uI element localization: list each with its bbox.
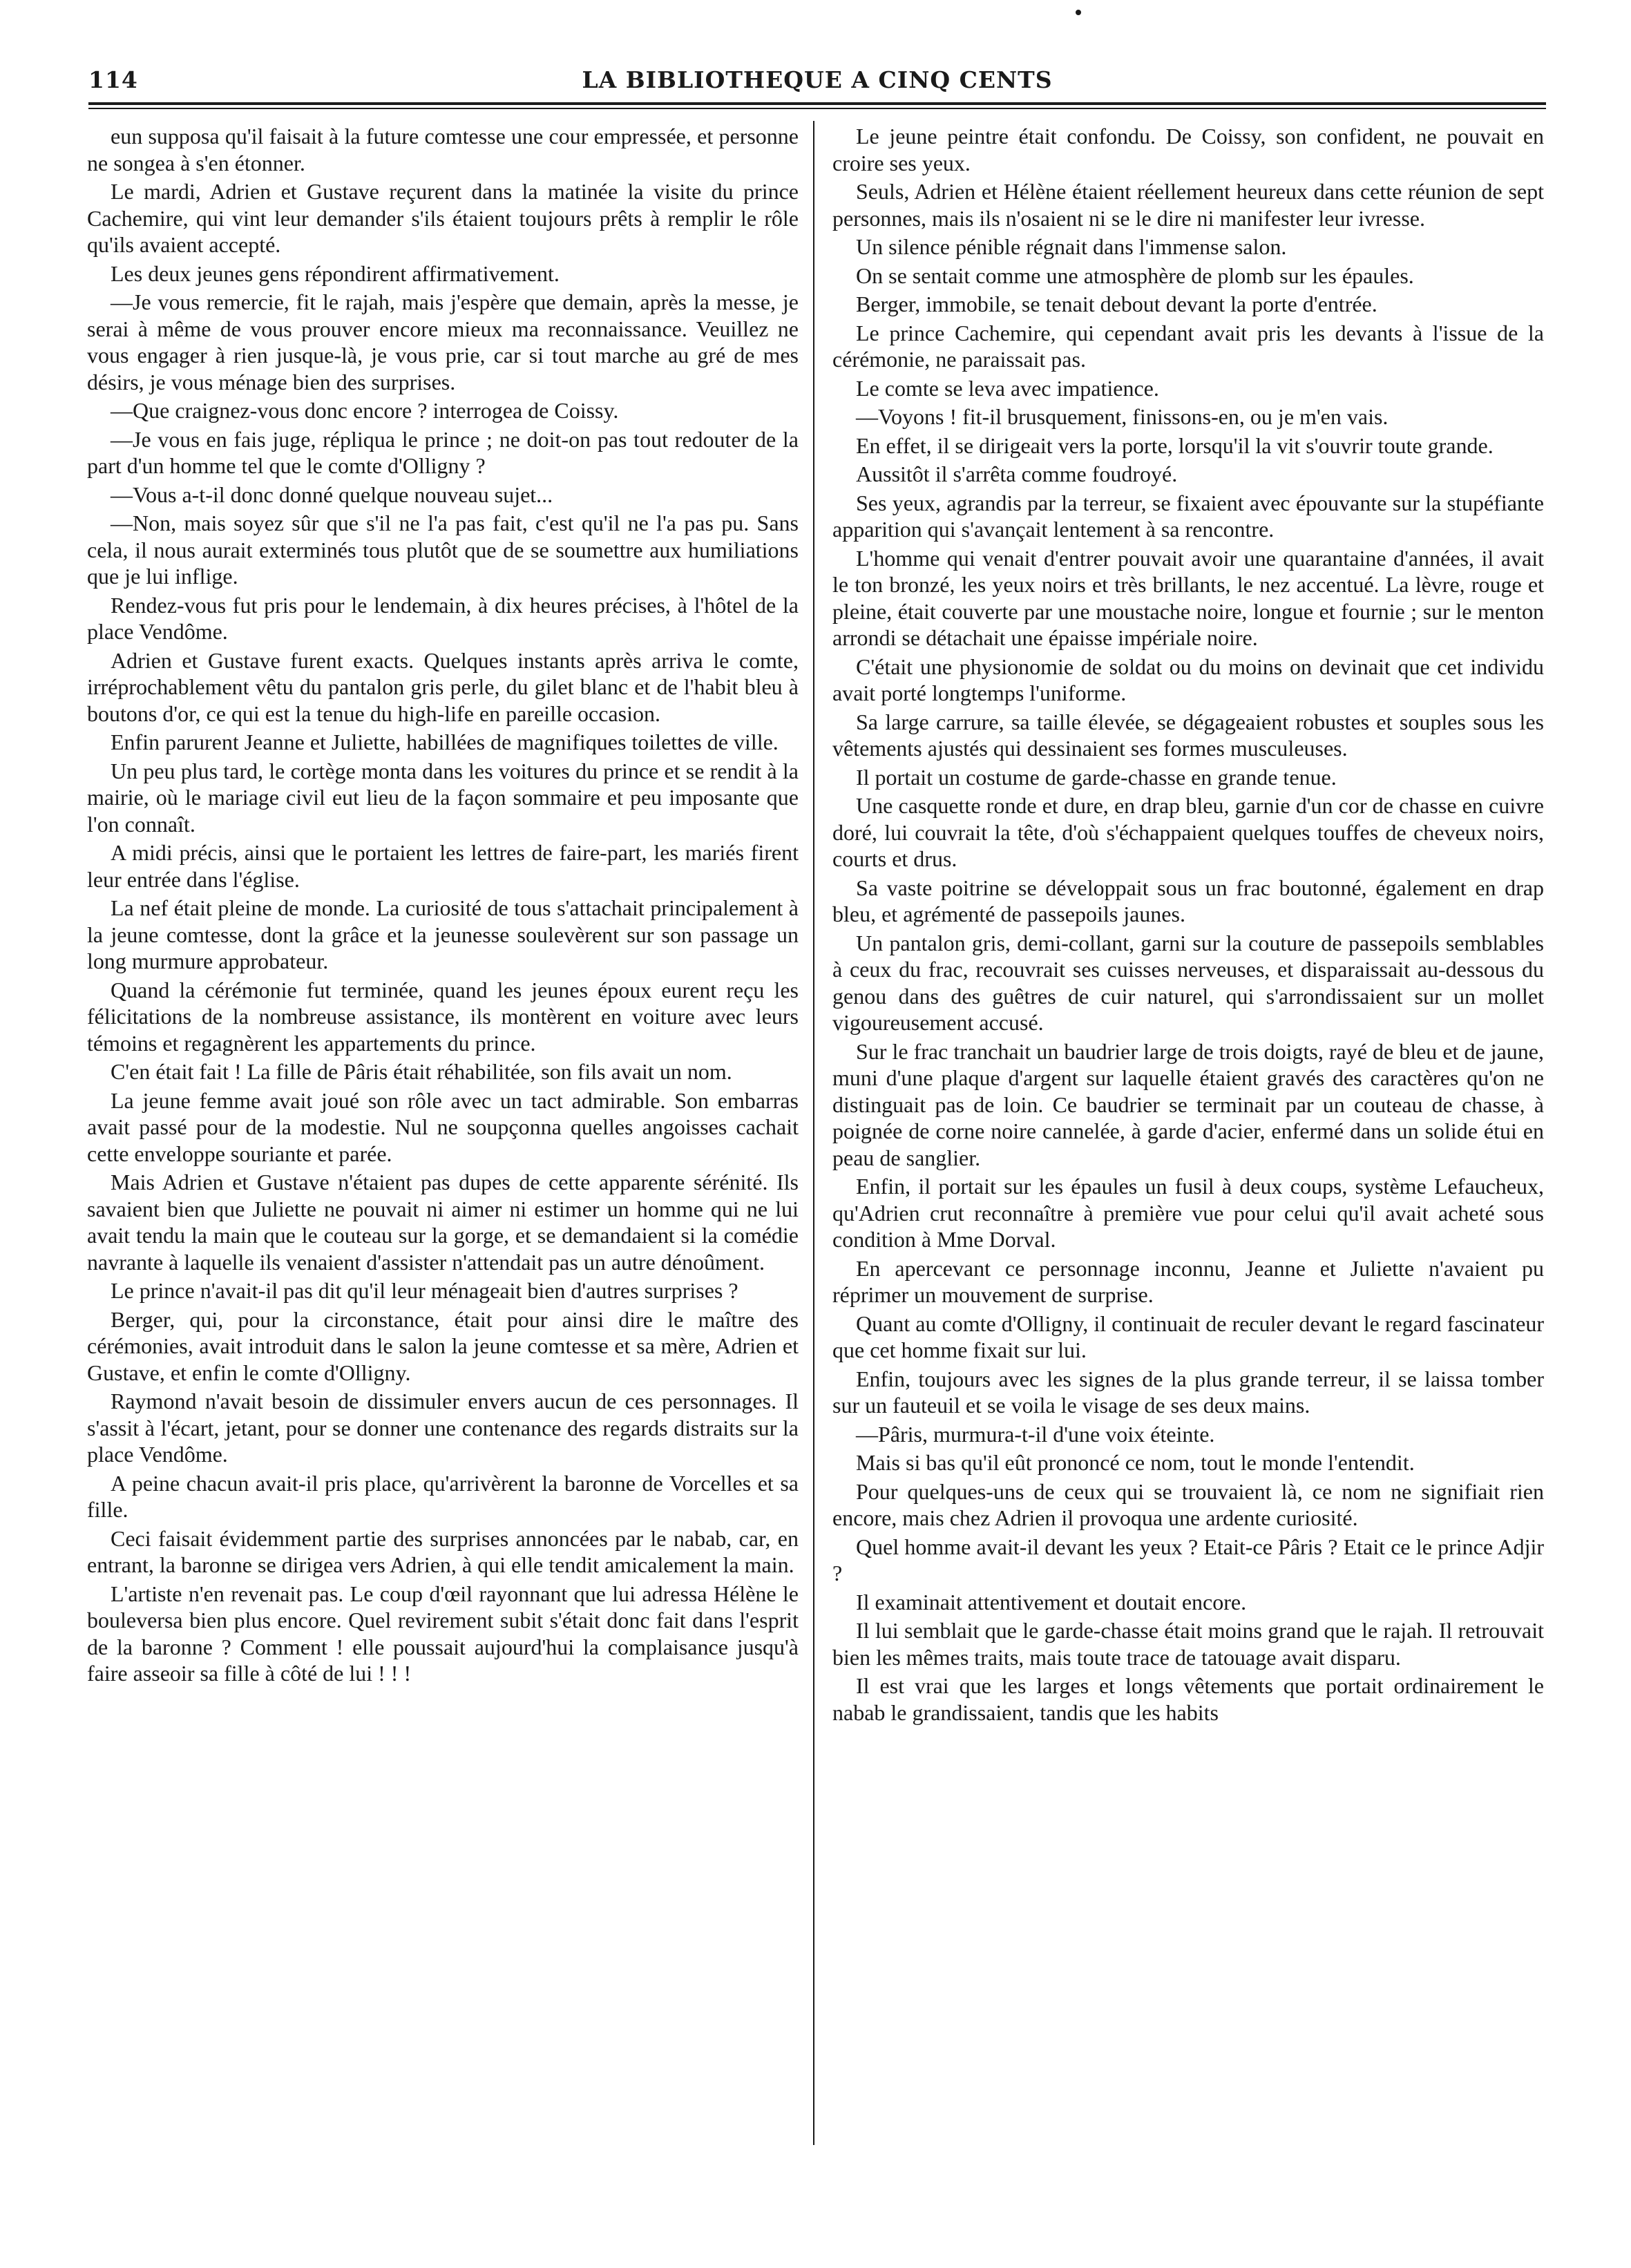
paragraph: Quand la cérémonie fut terminée, quand les jeunes époux eurent reçu les félicitations de la nombreuse assistance, ils montèrent en voiture avec leurs témoins et regagnèrent les appartements du prince.	[87, 977, 799, 1056]
paragraph: —Vous a-t-il donc donné quelque nouveau sujet...	[111, 482, 553, 507]
paragraph: Berger, immobile, se tenait debout devant la porte d'entrée.	[856, 292, 1377, 316]
paragraph: Mais si bas qu'il eût prononcé ce nom, tout le monde l'entendit.	[856, 1450, 1415, 1475]
running-title: LA BIBLIOTHEQUE A CINQ CENTS	[582, 66, 1053, 93]
paragraph: L'homme qui venait d'entrer pouvait avoir une quarantaine d'années, il avait le ton bronzé, les yeux noirs et très brillants, le nez accentué. La lèvre, rouge et pleine, était couverte par une moustache noire, longue et fournie ; sur le menton arrondi se détachait une épaisse impériale noire.	[832, 545, 1544, 650]
paragraph: Enfin, il portait sur les épaules un fusil à deux coups, système Lefaucheux, qu'Adrien crut reconnaître à première vue pour celui qu'il avait acheté sous condition à Mme Dorval.	[832, 1174, 1544, 1252]
paragraph: —Que craignez-vous donc encore ? interrogea de Coissy.	[111, 398, 619, 423]
paragraph: Adrien et Gustave furent exacts. Quelques instants après arriva le comte, irréprochablement vêtu du pantalon gris perle, du gilet blanc et de l'habit bleu à boutons d'or, ce qui est la tenue du high-life en pareille occasion.	[87, 647, 799, 726]
paragraph: L'artiste n'en revenait pas. Le coup d'œil rayonnant que lui adressa Hélène le bouleversa bien plus encore. Quel revirement subit s'était donc fait dans l'esprit de la baronne ? Comment ! elle poussait aujourd'hui la complaisance jusqu'à faire asseoir sa fille à côté de lui ! ! !	[87, 1581, 799, 1686]
ink-speck	[1076, 10, 1081, 15]
paragraph: En apercevant ce personnage inconnu, Jeanne et Juliette n'avaient pu réprimer un mouvement de surprise.	[832, 1255, 1544, 1307]
paragraph: Il examinait attentivement et doutait encore.	[856, 1589, 1247, 1614]
paragraph: Enfin, toujours avec les signes de la plus grande terreur, il se laissa tomber sur un fauteuil et se voila le visage de ses deux mains.	[832, 1366, 1544, 1418]
paragraph: Sur le frac tranchait un baudrier large de trois doigts, rayé de bleu et de jaune, muni d'une plaque d'argent sur laquelle étaient gravés des caractères qu'on ne distinguait pas de loin. Ce baudrier se terminait par un couteau de chasse, à poignée de corne noire cannelée, à garde d'acier, enfermé dans un solide étui en peau de sanglier.	[832, 1038, 1544, 1170]
paragraph: En effet, il se dirigeait vers la porte, lorsqu'il la vit s'ouvrir toute grande.	[856, 432, 1494, 458]
paragraph: A midi précis, ainsi que le portaient les lettres de faire-part, les mariés firent leur entrée dans l'église.	[87, 840, 799, 892]
paragraph: Un pantalon gris, demi-collant, garni sur la couture de passepoils semblables à ceux du frac, recouvrait ses cuisses nerveuses, et disparaissait au-dessous du genou dans des guêtres de cuir naturel, qui s'arrondissaient sur un mollet vigoureusement accusé.	[832, 930, 1544, 1035]
paragraph: —Non, mais soyez sûr que s'il ne l'a pas fait, c'est qu'il ne l'a pas pu. Sans cela, il nous aurait exterminés tous plutôt que de se soumettre aux humiliations que je lui inflige.	[87, 511, 799, 589]
paragraph: Un peu plus tard, le cortège monta dans les voitures du prince et se rendit à la mairie, où le mariage civil eut lieu de la façon sommaire et peu imposante que l'on connaît.	[87, 758, 799, 837]
paragraph: —Je vous remercie, fit le rajah, mais j'espère que demain, après la messe, je serai à même de vous prouver encore mieux ma reconnaissance. Veuillez ne vous engager à rien jusque-là, je vous prie, car si tout marche au gré de mes désirs, je vous ménage bien des surprises.	[87, 289, 799, 394]
paragraph: Le prince n'avait-il pas dit qu'il leur ménageait bien d'autres surprises ?	[111, 1278, 738, 1303]
paragraph: Il lui semblait que le garde-chasse était moins grand que le rajah. Il retrouvait bien les mêmes traits, mais toute trace de tatouage avait disparu.	[832, 1618, 1544, 1670]
paragraph: Rendez-vous fut pris pour le lendemain, à dix heures précises, à l'hôtel de la place Vendôme.	[87, 592, 799, 644]
paragraph: Le comte se leva avec impatience.	[856, 375, 1159, 401]
paragraph: Ses yeux, agrandis par la terreur, se fixaient avec épouvante sur la stupéfiante apparition qui s'avançait lentement à sa rencontre.	[832, 490, 1544, 542]
paragraph: Aussitôt il s'arrêta comme foudroyé.	[856, 461, 1178, 486]
header-rule	[88, 102, 1546, 105]
column-divider	[813, 121, 814, 2145]
paragraph: Raymond n'avait besoin de dissimuler envers aucun de ces personnages. Il s'assit à l'écart, jetant, pour se donner une contenance des regards distraits sur la place Vendôme.	[87, 1389, 799, 1467]
right-column	[832, 123, 1544, 2147]
paragraph: Il portait un costume de garde-chasse en grande tenue.	[856, 764, 1337, 790]
paragraph: Sa vaste poitrine se développait sous un frac boutonné, également en drap bleu, et agrémenté de passepoils jaunes.	[832, 875, 1544, 926]
left-column	[87, 123, 799, 2147]
paragraph: C'était une physionomie de soldat ou du moins on devinait que cet individu avait porté longtemps l'uniforme.	[832, 654, 1544, 705]
page-number: 114	[88, 66, 138, 93]
paragraph: Quel homme avait-il devant les yeux ? Etait-ce Pâris ? Etait ce le prince Adjir ?	[832, 1534, 1544, 1585]
paragraph: Quant au comte d'Olligny, il continuait de reculer devant le regard fascinateur que cet homme fixait sur lui.	[832, 1311, 1544, 1362]
paragraph: Pour quelques-uns de ceux qui se trouvaient là, ce nom ne signifiait rien encore, mais chez Adrien il provoqua une ardente curiosité.	[832, 1478, 1544, 1530]
paragraph: Les deux jeunes gens répondirent affirmativement.	[111, 260, 560, 286]
paragraph: On se sentait comme une atmosphère de plomb sur les épaules.	[856, 263, 1414, 288]
paragraph: Le jeune peintre était confondu. De Coissy, son confident, ne pouvait en croire ses yeux.	[832, 124, 1544, 175]
paragraph: Ceci faisait évidemment partie des surprises annoncées par le nabab, car, en entrant, la baronne se dirigea vers Adrien, à qui elle tendit amicalement la main.	[87, 1525, 799, 1577]
paragraph: La jeune femme avait joué son rôle avec un tact admirable. Son embarras avait passé pour de la modestie. Nul ne soupçonna quelles angoisses cachait cette enveloppe souriante et parée.	[87, 1087, 799, 1166]
paragraph: C'en était fait ! La fille de Pâris était réhabilitée, son fils avait un nom.	[111, 1059, 732, 1084]
paragraph: Berger, qui, pour la circonstance, était pour ainsi dire le maître des cérémonies, avait introduit dans le salon la jeune comtesse et sa mère, Adrien et Gustave, et enfin le comte d'Olligny.	[87, 1306, 799, 1385]
paragraph: —Pâris, murmura-t-il d'une voix éteinte.	[856, 1421, 1215, 1447]
paragraph: —Je vous en fais juge, répliqua le prince ; ne doit-on pas tout redouter de la part d'un homme tel que le comte d'Olligny ?	[87, 426, 799, 478]
paragraph: A peine chacun avait-il pris place, qu'arrivèrent la baronne de Vorcelles et sa fille.	[87, 1470, 799, 1522]
paragraph: Une casquette ronde et dure, en drap bleu, garnie d'un cor de chasse en cuivre doré, lui couvrait la tête, d'où s'échappaient quelques touffes de cheveux noirs, courts et drus.	[832, 793, 1544, 871]
paragraph: Enfin parurent Jeanne et Juliette, habillées de magnifiques toilettes de ville.	[111, 730, 779, 754]
header-rule-thin	[88, 108, 1546, 109]
running-header	[88, 66, 1546, 101]
paragraph: La nef était pleine de monde. La curiosité de tous s'attachait principalement à la jeune comtesse, dont la grâce et la jeunesse soulevèrent sur son passage un long murmure approbateur.	[87, 895, 799, 973]
paragraph: Il est vrai que les larges et longs vêtements que portait ordinairement le nabab le grandissaient, tandis que les habits	[832, 1673, 1544, 1725]
paragraph: Un silence pénible régnait dans l'immense salon.	[856, 234, 1287, 259]
paragraph: Mais Adrien et Gustave n'étaient pas dupes de cette apparente sérénité. Ils savaient bien que Juliette ne pouvait ni aimer ni estimer un homme qui ne lui avait tendu la main que le couteau sur la gorge, et se demandaient si la comédie navrante à laquelle ils venaient d'assister n'attendait pas un autre dénoûment.	[87, 1170, 799, 1275]
paragraph: Seuls, Adrien et Hélène étaient réellement heureux dans cette réunion de sept personnes, mais ils n'osaient ni se le dire ni manifester leur ivresse.	[832, 179, 1544, 231]
paragraph: eun supposa qu'il faisait à la future comtesse une cour empressée, et personne ne songea à s'en étonner.	[87, 124, 799, 175]
paragraph: —Voyons ! fit-il brusquement, finissons-en, ou je m'en vais.	[856, 404, 1389, 429]
paragraph: Sa large carrure, sa taille élevée, se dégageaient robustes et souples sous les vêtements ajustés qui dessinaient ses formes musculeuses.	[832, 709, 1544, 761]
paragraph: Le mardi, Adrien et Gustave reçurent dans la matinée la visite du prince Cachemire, qui vint leur demander s'ils étaient toujours prêts à remplir le rôle qu'ils avaient accepté.	[87, 179, 799, 257]
paragraph: Le prince Cachemire, qui cependant avait pris les devants à l'issue de la cérémonie, ne paraissait pas.	[832, 320, 1544, 372]
